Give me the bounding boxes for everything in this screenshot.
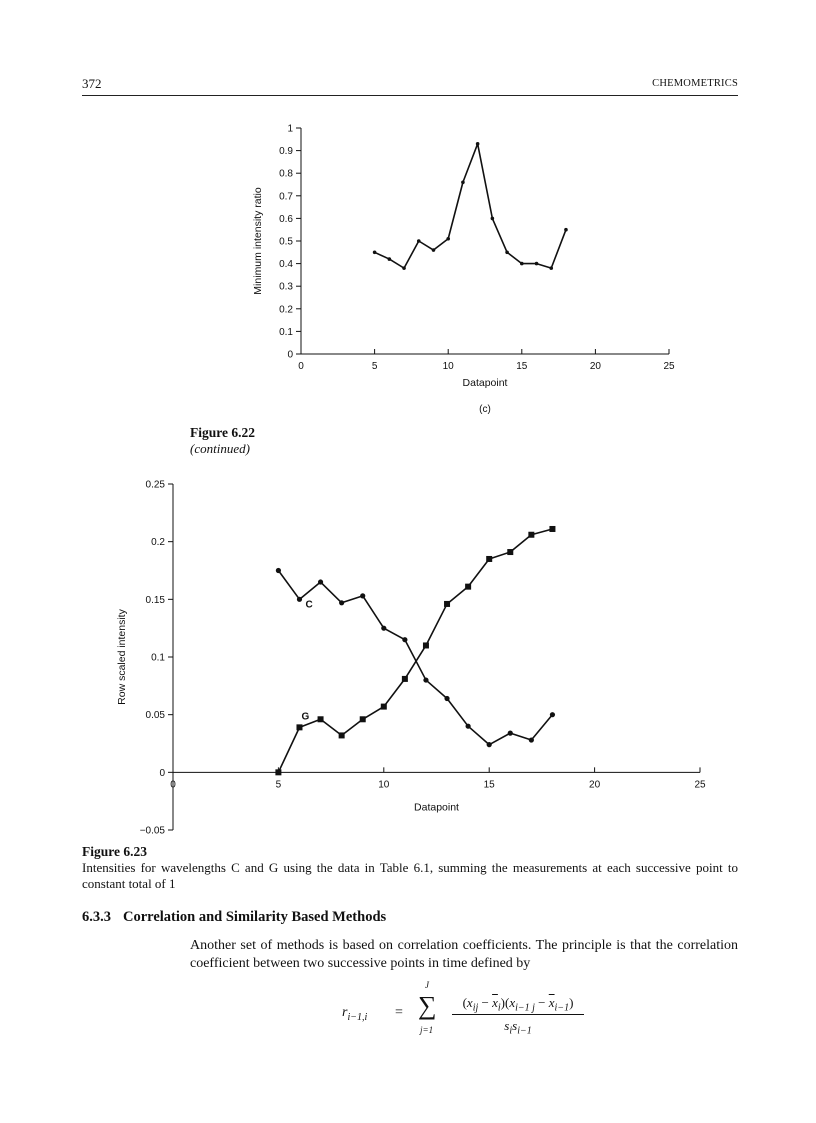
body-paragraph: Another set of methods is based on correlation coefficients. The principle is that the correlation coefficient between two successive points in time defined by xyxy=(190,938,738,971)
data-point xyxy=(276,568,281,573)
y-axis-label: Minimum intensity ratio xyxy=(252,187,264,295)
data-point xyxy=(402,266,406,270)
data-point xyxy=(535,262,539,266)
equation-denominator: $s_is_{i-1}$ xyxy=(504,1018,532,1037)
y-tick-label: 0.25 xyxy=(145,479,165,491)
data-point xyxy=(486,556,492,562)
x-tick-label: 0 xyxy=(170,779,176,791)
x-tick-label: 10 xyxy=(378,779,390,791)
data-point xyxy=(360,716,366,722)
y-tick-label: 0.1 xyxy=(151,652,165,664)
page-number: 372 xyxy=(82,76,102,91)
y-tick-label: 0.7 xyxy=(279,191,293,203)
data-point xyxy=(487,742,492,747)
equation-numerator: $(x_{ij} - \overline{x}_i)(x_{i-1 j} - \overline{x}_{i-1})$ xyxy=(462,995,574,1014)
data-point xyxy=(318,716,324,722)
data-point xyxy=(417,239,421,243)
data-point xyxy=(550,712,555,717)
y-tick-label: 0.8 xyxy=(279,168,293,180)
y-axis-label: Row scaled intensity xyxy=(116,609,128,705)
data-point xyxy=(549,266,553,270)
data-point xyxy=(476,142,480,146)
x-tick-label: 20 xyxy=(589,361,601,372)
data-point xyxy=(381,626,386,631)
section-number: 6.3.3 xyxy=(82,909,111,925)
x-axis-label: Datapoint xyxy=(462,377,508,389)
data-point xyxy=(381,704,387,710)
figure-6-22-continued: (continued) xyxy=(190,441,250,456)
x-tick-label: 25 xyxy=(663,361,675,372)
y-tick-label: 0.1 xyxy=(279,326,293,338)
x-tick-label: 10 xyxy=(442,361,454,372)
data-point xyxy=(339,600,344,605)
sum-upper-limit: J xyxy=(425,980,429,990)
equation xyxy=(190,980,738,1045)
data-point xyxy=(296,724,302,730)
series-label-g: G xyxy=(301,711,310,723)
data-point xyxy=(444,696,449,701)
running-head: CHEMOMETRICS xyxy=(652,78,738,89)
x-tick-label: 5 xyxy=(371,361,378,372)
y-tick-label: 0.2 xyxy=(279,304,293,316)
y-tick-label: −0.05 xyxy=(139,825,165,837)
y-tick-label: 0.5 xyxy=(279,236,293,248)
fraction-bar xyxy=(452,1014,584,1015)
data-point xyxy=(297,597,302,602)
y-tick-label: 0.2 xyxy=(151,537,165,549)
x-tick-label: 5 xyxy=(275,779,282,791)
section-heading xyxy=(82,909,386,926)
sum-lower-limit: j=1 xyxy=(420,1025,434,1035)
data-point xyxy=(446,237,450,241)
data-point xyxy=(402,676,408,682)
figure-6-22-label: Figure 6.22 xyxy=(190,425,255,440)
data-point xyxy=(465,584,471,590)
data-point xyxy=(360,593,365,598)
series-label-c: C xyxy=(305,599,313,611)
sum-symbol: ∑ xyxy=(418,991,437,1020)
data-point xyxy=(402,637,407,642)
data-point xyxy=(461,180,465,184)
x-tick-label: 20 xyxy=(589,779,601,791)
y-tick-label: 0 xyxy=(159,767,165,779)
data-point xyxy=(318,579,323,584)
data-point xyxy=(466,724,471,729)
data-point xyxy=(423,677,428,682)
data-point xyxy=(423,642,429,648)
data-point xyxy=(388,257,392,261)
y-tick-label: 0.3 xyxy=(279,281,293,293)
figure-6-23-chart xyxy=(0,460,816,840)
x-tick-label: 15 xyxy=(483,779,495,791)
data-point xyxy=(529,737,534,742)
equation-lhs: $r_{i-1,i}$ xyxy=(342,1005,368,1023)
y-tick-label: 0.9 xyxy=(279,146,293,158)
data-point xyxy=(491,217,495,221)
section-title: Correlation and Similarity Based Methods xyxy=(123,909,387,925)
x-tick-label: 15 xyxy=(516,361,528,372)
y-tick-label: 0 xyxy=(287,349,293,361)
y-tick-label: 0.05 xyxy=(145,710,165,722)
series-line-g xyxy=(278,529,552,772)
data-point xyxy=(507,549,513,555)
series-line-minimum-intensity-ratio xyxy=(375,144,566,268)
data-point xyxy=(373,251,377,255)
data-point xyxy=(505,251,509,255)
panel-label: (c) xyxy=(479,404,491,415)
data-point xyxy=(444,601,450,607)
figure-6-22-chart xyxy=(0,0,816,420)
x-tick-label: 25 xyxy=(694,779,706,791)
data-point xyxy=(508,731,513,736)
x-tick-label: 0 xyxy=(298,361,304,372)
y-tick-label: 0.4 xyxy=(279,259,293,271)
data-point xyxy=(520,262,524,266)
y-tick-label: 0.15 xyxy=(145,594,165,606)
data-point xyxy=(275,769,281,775)
y-tick-label: 0.6 xyxy=(279,213,293,225)
x-axis-label: Datapoint xyxy=(414,801,459,814)
data-point xyxy=(549,526,555,532)
figure-6-23-caption: Intensities for wavelengths C and G using the data in Table 6.1, summing the measurements at each successive point to constant total of 1 xyxy=(82,860,738,891)
data-point xyxy=(432,248,436,252)
data-point xyxy=(564,228,568,232)
equation-equals: = xyxy=(395,1005,403,1020)
y-tick-label: 1 xyxy=(287,123,293,135)
data-point xyxy=(339,732,345,738)
figure-6-23-label: Figure 6.23 xyxy=(82,844,147,859)
data-point xyxy=(528,532,534,538)
